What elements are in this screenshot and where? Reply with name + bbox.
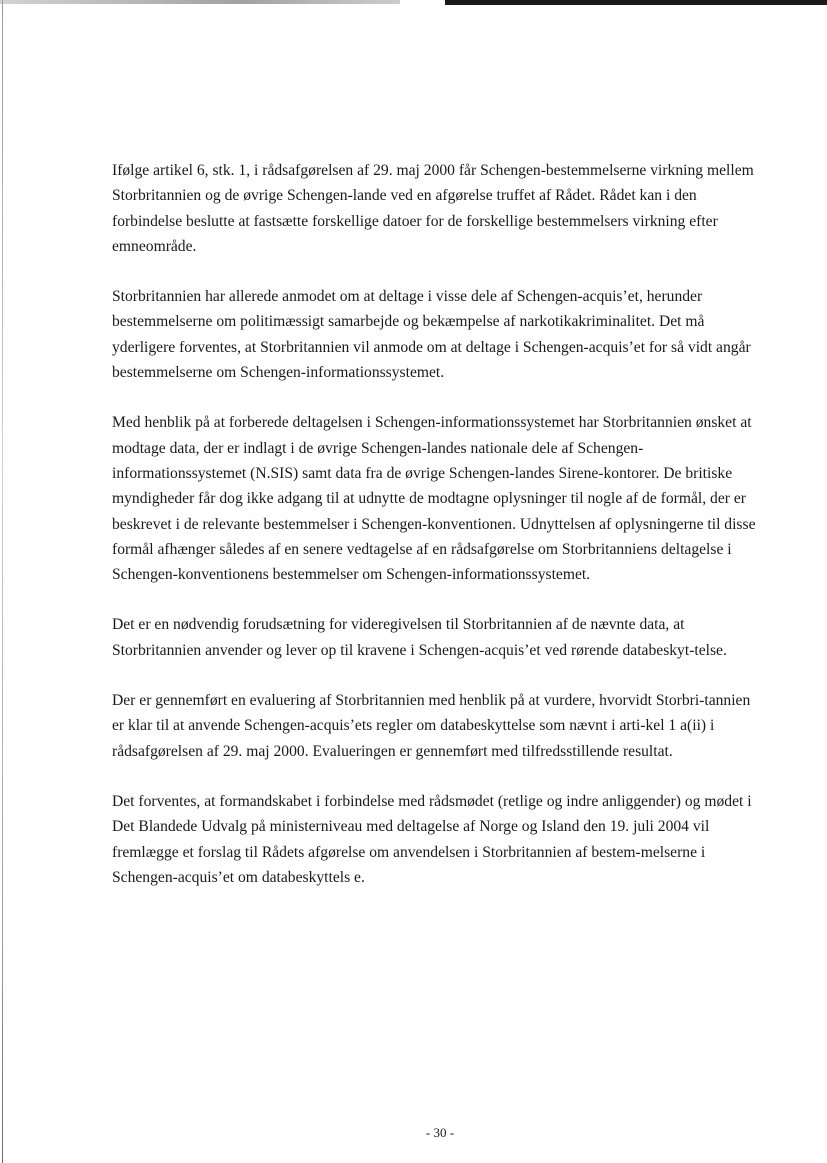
paragraph-5: Der er gennemført en evaluering af Storbritannien med henblik på at vurdere, hvorvidt Storbri-tannien er klar til at anvende Schengen-acquis’ets regler om databeskyttelse som nævnt i arti-kel 1 a(ii) i rådsafgørelsen af 29. maj 2000. Evalueringen er gennemført med tilfredsstillende resultat. [112, 692, 751, 760]
paragraph-4: Det er en nødvendig forudsætning for videregivelsen til Storbritannien af de nævnte data, at Storbritannien anvender og lever op til kravene i Schengen-acquis’et ved rørende databeskyt-telse. [112, 616, 727, 659]
paragraph-6: Det forventes, at formandskabet i forbindelse med rådsmødet (retlige og indre anliggender) og mødet i Det Blandede Udvalg på ministerniveau med deltagelse af Norge og Island den 19. juli 2004 vil fremlægge et forslag til Rådets afgørelse om anvendelsen i Storbritannien af bestem-melserne i Schengen-acquis’et om databeskyttels e. [112, 792, 752, 886]
paragraph-3: Med henblik på at forberede deltagelsen i Schengen-informationssystemet har Storbritannien ønsket at modtage data, der er indlagt i de øvrige Schengen-landes nationale dele af Schengen-informationssystemet (N.SIS) samt data fra de øvrige Schengen-landes Sirene-kontorer. De britiske myndigheder får dog ikke adgang til at udnytte de modtagne oplysninger til nogle af de formål, der er beskrevet i de relevante bestemmelser i Schengen-konventionen. Udnyttelsen af oplysningerne til disse formål afhænger således af en senere vedtagelse af en rådsafgørelse om Storbritanniens deltagelse i Schengen-konventionens bestemmelser om Schengen-informationssystemet. [112, 414, 756, 584]
scan-top-edge-right [445, 0, 827, 5]
paragraph-1: Ifølge artikel 6, stk. 1, i rådsafgørelsen af 29. maj 2000 får Schengen-bestemmelserne virkning mellem Storbritannien og de øvrige Schengen-lande ved en afgørelse truffet af Rådet. Rådet kan i den forbindelse beslutte at fastsætte forskellige datoer for de forskellige bestemmelsers virkning efter emneområde. [112, 162, 754, 255]
document-body [112, 158, 762, 915]
paragraph-2: Storbritannien har allerede anmodet om at deltage i visse dele af Schengen-acquis’et, herunder bestemmelserne om politimæssigt samarbejde og bekæmpelse af narkotikakriminalitet. Det må yderligere forventes, at Storbritannien vil anmode om at deltage i Schengen-acquis’et for så vidt angår bestemmelserne om Schengen-informationssystemet. [112, 288, 751, 382]
scan-left-edge [2, 0, 3, 1163]
scan-top-edge-left [0, 0, 400, 4]
page-number: - 30 - [425, 1125, 455, 1140]
